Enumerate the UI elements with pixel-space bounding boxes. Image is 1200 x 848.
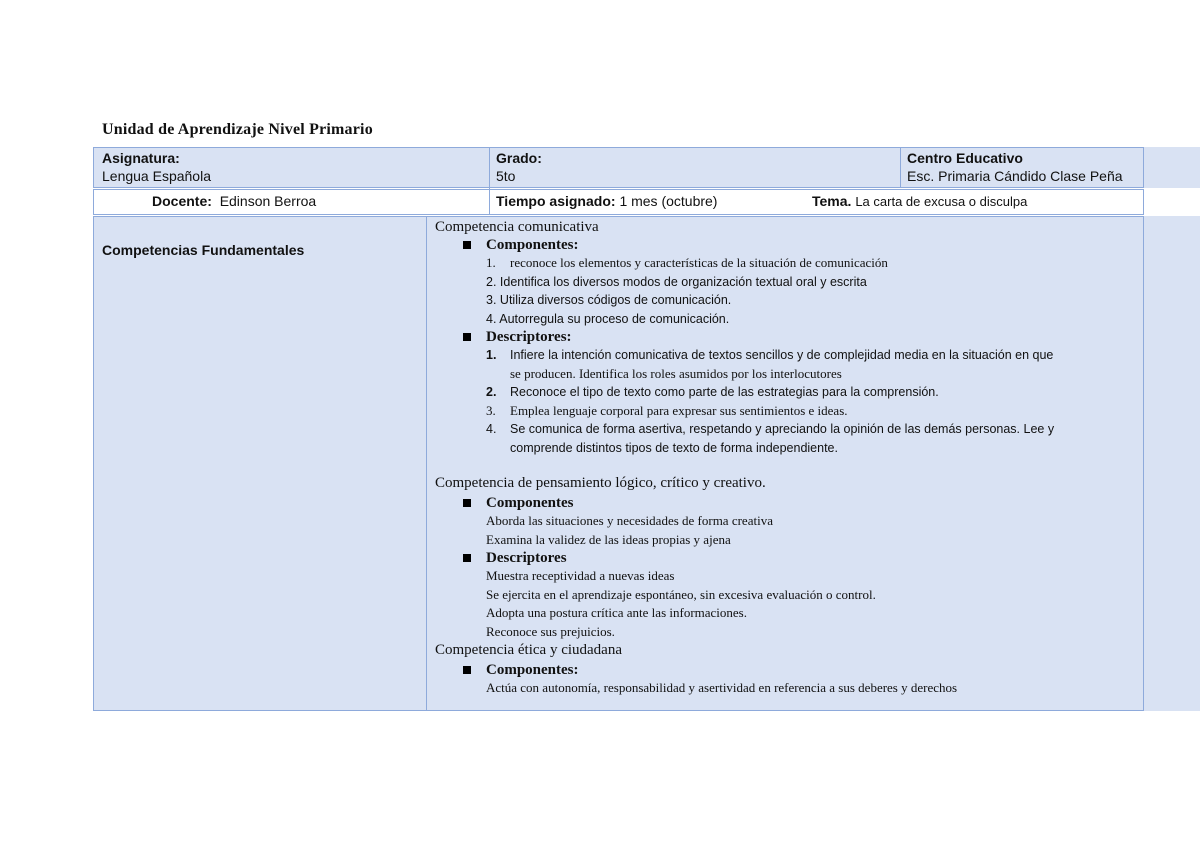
- square-bullet-icon: [463, 333, 471, 341]
- list-text: Reconoce el tipo de texto como parte de las estrategias para la comprensión.: [510, 385, 939, 399]
- list-text: Autorregula su proceso de comunicación.: [499, 311, 730, 326]
- descriptores-label: Descriptores:: [486, 329, 572, 345]
- asignatura-label: Asignatura:: [102, 150, 180, 166]
- tema-cell: [812, 192, 1027, 211]
- list-number: 4.: [486, 311, 497, 326]
- asignatura-cell: [102, 149, 211, 185]
- list-item: Aborda las situaciones y necesidades de forma creativa: [486, 513, 773, 528]
- componentes-heading: [435, 494, 1140, 512]
- list-number: 3.: [486, 402, 496, 418]
- list-item: [435, 346, 1140, 383]
- centro-cell: [907, 149, 1123, 185]
- componentes-heading: [435, 661, 1140, 679]
- square-bullet-icon: [463, 554, 471, 562]
- tiempo-cell: [496, 192, 717, 210]
- square-bullet-icon: [463, 499, 471, 507]
- list-text: Identifica los diversos modos de organización textual oral y escrita: [499, 274, 867, 289]
- docente-cell: [152, 192, 316, 210]
- descriptores-label: Descriptores: [486, 550, 567, 566]
- componentes-label: Componentes: [486, 495, 574, 511]
- list-number: 4.: [486, 422, 497, 436]
- column-divider: [426, 216, 427, 711]
- list-item: Actúa con autonomía, responsabilidad y asertividad en referencia a sus deberes y derechos: [486, 680, 958, 695]
- document-title: Unidad de Aprendizaje Nivel Primario: [102, 121, 373, 138]
- list-item: Adopta una postura crítica ante las informaciones.: [486, 605, 747, 620]
- list-number: 3.: [486, 293, 497, 307]
- tiempo-label: Tiempo asignado:: [496, 193, 616, 209]
- centro-label: Centro Educativo: [907, 150, 1023, 166]
- componentes-label: Componentes:: [486, 237, 579, 253]
- competencias-label: Competencias Fundamentales: [102, 242, 305, 258]
- list-text: Se comunica de forma asertiva, respetando y apreciando la opinión de las demás personas. Lee y: [510, 422, 1055, 436]
- descriptores-heading: [435, 549, 1140, 567]
- componentes-label: Componentes:: [486, 662, 579, 678]
- list-item: [435, 420, 1140, 457]
- list-text: Emplea lenguaje corporal para expresar sus sentimientos e ideas.: [510, 402, 848, 418]
- list-item: Examina la validez de las ideas propias y ajena: [486, 531, 731, 547]
- competencia-etica-title: Competencia ética y ciudadana: [435, 642, 622, 658]
- list-item: Muestra receptividad a nuevas ideas: [486, 568, 675, 583]
- list-text-continued: comprende distintos tipos de texto de forma independiente.: [510, 440, 838, 455]
- list-number: 1.: [486, 255, 496, 270]
- competencias-label-cell: [102, 241, 304, 259]
- list-item: [435, 402, 1140, 421]
- list-text: Utiliza diversos códigos de comunicación.: [499, 293, 732, 307]
- tema-label: Tema.: [812, 193, 852, 209]
- column-divider: [489, 147, 490, 215]
- tema-value: La carta de excusa o disculpa: [855, 194, 1028, 209]
- list-item: [435, 273, 1140, 292]
- descriptores-heading: [435, 328, 1140, 346]
- componentes-heading: [435, 236, 1140, 254]
- list-number: 1.: [486, 348, 497, 362]
- competencias-row-extension: [1144, 216, 1200, 711]
- list-item: Reconoce sus prejuicios.: [486, 623, 615, 639]
- competencias-content: [435, 218, 1140, 698]
- list-item: [435, 291, 1140, 310]
- grado-value: 5to: [496, 168, 516, 184]
- list-number: 2.: [486, 274, 497, 289]
- competencia-comunicativa-title: Competencia comunicativa: [435, 219, 599, 235]
- grado-label: Grado:: [496, 150, 542, 166]
- centro-value: Esc. Primaria Cándido Clase Peña: [907, 168, 1123, 184]
- square-bullet-icon: [463, 666, 471, 674]
- competencia-pensamiento-title: Competencia de pensamiento lógico, crítico y creativo.: [435, 475, 766, 491]
- column-divider: [900, 147, 901, 188]
- list-item: [435, 310, 1140, 329]
- list-text: reconoce los elementos y características de la situación de comunicación: [510, 255, 888, 270]
- list-item: [435, 383, 1140, 402]
- list-text: Infiere la intención comunicativa de textos sencillos y de complejidad media en la situación en que: [510, 348, 1054, 362]
- asignatura-value: Lengua Española: [102, 168, 211, 184]
- square-bullet-icon: [463, 241, 471, 249]
- list-item: Se ejercita en el aprendizaje espontáneo, sin excesiva evaluación o control.: [486, 586, 876, 602]
- list-number: 2.: [486, 385, 497, 399]
- header-row-extension: [1144, 147, 1200, 188]
- grado-cell: [496, 149, 542, 185]
- docente-value: Edinson Berroa: [219, 193, 317, 209]
- docente-label: Docente:: [152, 193, 212, 209]
- list-item: [435, 254, 1140, 273]
- list-text-continued: se producen. Identifica los roles asumidos por los interlocutores: [510, 365, 842, 381]
- tiempo-value: 1 mes (octubre): [619, 193, 718, 209]
